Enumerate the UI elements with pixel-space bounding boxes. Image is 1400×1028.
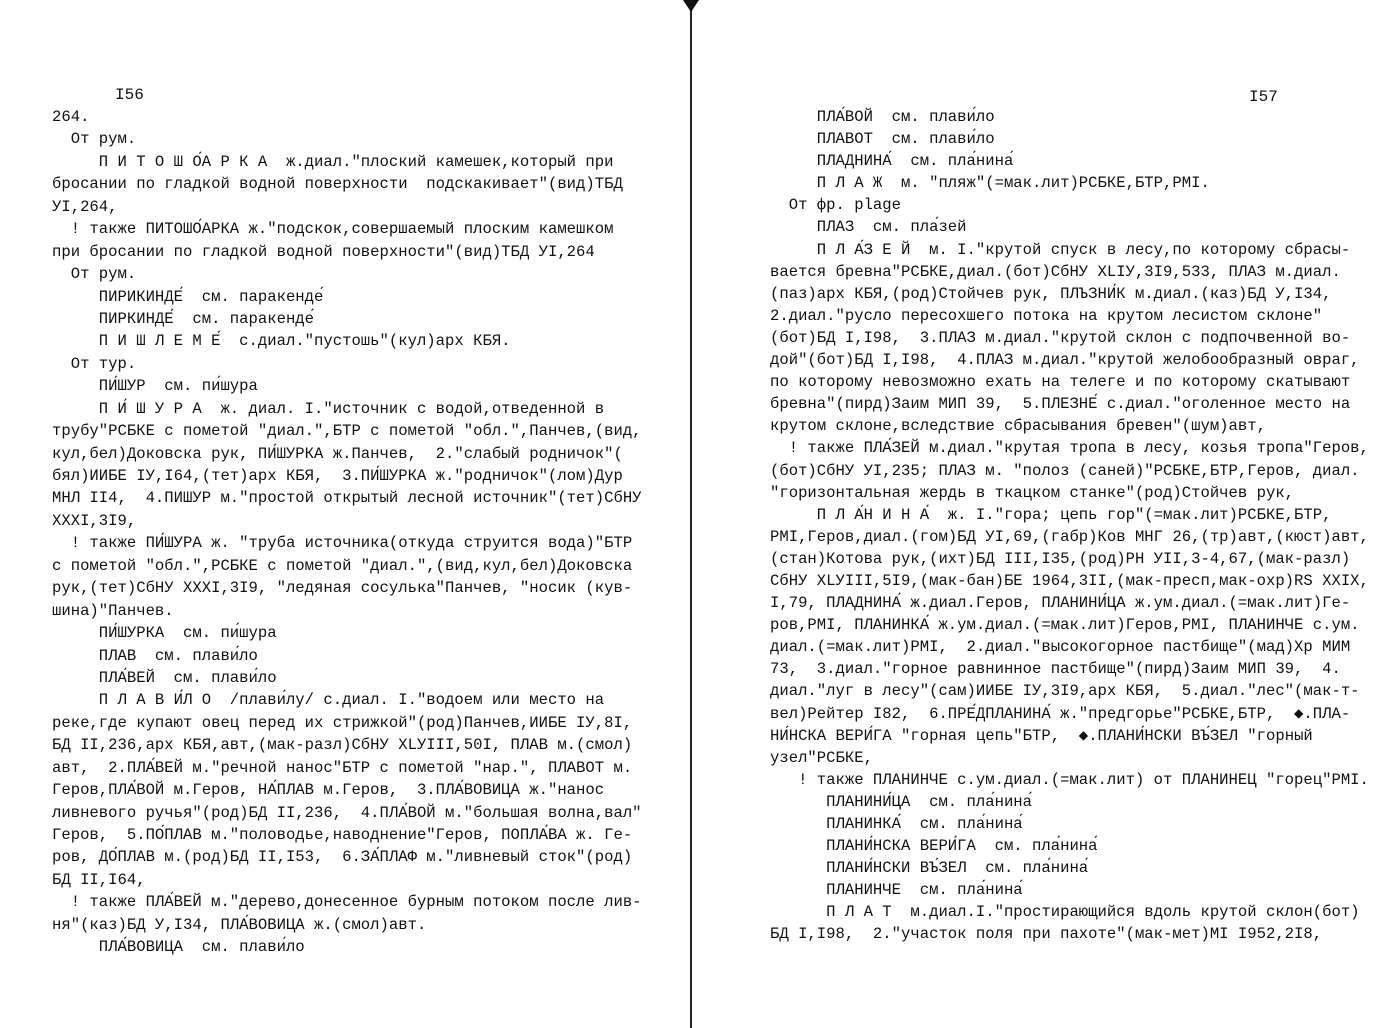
text-line: ня"(каз)БД У,I34, ПЛА́ВОВИЦА ж.(смол)авт. — [52, 915, 427, 934]
text-line: при бросании по гладкой водной поверхности"(вид)ТБД УI,264 — [52, 242, 595, 261]
text-line: УI,264, — [52, 197, 118, 216]
text-line: по которому невозможно ехать на телеге и по которому скатывают — [770, 373, 1351, 392]
text-line: ров,РМI, ПЛАНИНКА́ ж.ум.диал.(=мак.лит)Геров,РМI, ПЛАНИНЧЕ с.ум. — [770, 616, 1360, 635]
text-line: ров, ДО́ПЛАВ м.(род)БД II,I53, 6.ЗА́ПЛАФ м."ливневый сток"(род) — [52, 848, 633, 867]
text-line: авт, 2.ПЛА́ВЕЙ м."речной нанос"БТР с пометой "нар.", ПЛАВОТ м. — [52, 758, 633, 777]
text-line: ПЛАНИ́НСКА ВЕРИ́ГА см. пла́нина́ — [770, 837, 1098, 856]
text-line: П И Т О Ш О́А Р К А ж.диал."плоский камешек,который при — [52, 152, 614, 171]
text-line: ПИРИКИНДЕ́ см. паракенде́ — [52, 287, 324, 306]
text-line: П Л А́Н И Н А́ ж. I."гора; цепь гор"(=мак.лит)РСБКЕ,БТР, — [770, 505, 1332, 524]
right-page-text — [770, 106, 1370, 946]
text-line: ПИ́ШУРКА см. пи́шура — [52, 624, 277, 643]
text-line: диал."луг в лесу"(сам)ИИБЕ IУ,3I9,арх КБЯ, 5.диал."лес"(мак-т- — [770, 682, 1360, 701]
text-line: ПЛАЗ см. пла́зей — [770, 218, 967, 237]
gutter-marker-icon — [683, 0, 699, 12]
text-line: реке,где купают овец перед их стрижкой"(род)Панчев,ИИБЕ IУ,8I, — [52, 713, 633, 732]
text-line: ПЛАДНИНА́ см. пла́нина́ — [770, 152, 1014, 171]
text-line: (стан)Котова рук,(ихт)БД III,I35,(род)РН УII,3-4,67,(мак-разл) — [770, 549, 1351, 568]
text-line: бросании по гладкой водной поверхности подскакивает"(вид)ТБД — [52, 175, 623, 194]
text-line: (бот)БД I,I98, 3.ПЛАЗ м.диал."крутой склон с подпочвенной во- — [770, 328, 1351, 347]
book-gutter-divider — [690, 0, 692, 1028]
text-line: трубу"РСБКЕ с пометой "диал.",БТР с пометой "обл.",Панчев,(вид, — [52, 422, 642, 441]
page-number-right: I57 — [1249, 88, 1278, 106]
text-line: шина)"Панчев. — [52, 601, 174, 620]
text-line: (бот)СбНУ УI,235; ПЛАЗ м. "полоз (саней)"РСБКЕ,БТР,Геров, диал. — [770, 461, 1360, 480]
text-line: ! также ПЛА́ВЕЙ м."дерево,донесенное бурным потоком после лив- — [52, 893, 642, 912]
text-line: От рум. — [52, 130, 137, 149]
text-line: РМI,Геров,диал.(гом)БД УI,69,(габр)Ков МНГ 26,(тр)авт,(кюст)авт, — [770, 527, 1369, 546]
text-line: кул,бел)Доковска рук, ПИ́ШУРКА ж.Панчев, 2."слабый родничок"( — [52, 444, 623, 463]
text-line: П И́ Ш У Р А ж. диал. I."источник с водой,отведенной в — [52, 399, 605, 418]
text-line: 73, 3.диал."горное равнинное пастбище"(пирд)Заим МИП 39, 4. — [770, 660, 1341, 679]
text-line: крутом склоне,вследствие сбрасывания бревен"(шум)авт, — [770, 417, 1266, 436]
text-line: ! также ПИ́ШУРА ж. "труба источника(откуда струится вода)"БТР — [52, 534, 633, 553]
text-line: МНЛ II4, 4.ПИШУР м."простой открытый лесной источник"(тет)СбНУ — [52, 489, 642, 508]
text-line: ПЛАНИНИ́ЦА см. пла́нина́ — [770, 792, 1033, 811]
text-line: Геров,ПЛА́ВОЙ м.Геров, НА́ПЛАВ м.Геров, 3.ПЛА́ВОВИЦА ж."нанос — [52, 781, 605, 800]
page-number-left: I56 — [115, 86, 144, 104]
text-line: От фр. plage — [770, 196, 902, 215]
text-line: ! также ПИТОШО́АРКА ж."подскок,совершаемый плоским камешком — [52, 220, 614, 239]
text-line: СбНУ XLУIII,5I9,(мак-бан)БЕ 1964,3II,(мак-пресп,мак-охр)RS XXIX, — [770, 571, 1369, 590]
text-line: 2.диал."русло пересохшего потока на крутом лесистом склоне" — [770, 306, 1323, 325]
text-line: ПИ́ШУР см. пи́шура — [52, 377, 258, 396]
text-line: диал.(=мак.лит)РМI, 2.диал."высокогорное пастбище"(мад)Хр МИМ — [770, 638, 1351, 657]
text-line: БД II,236,арх КБЯ,авт,(мак-разл)СбНУ XLУIII,50I, ПЛАВ м.(смол) — [52, 736, 633, 755]
text-line: П Л А В И́Л О /плави́лу/ с.диал. I."водоем или место на — [52, 691, 605, 710]
text-line: дой"(бот)БД I,I98, 4.ПЛАЗ м.диал."крутой желобообразный овраг, — [770, 351, 1360, 370]
text-line: "горизонтальная жердь в ткацком станке"(род)Стойчев рук, — [770, 483, 1295, 502]
text-line: От рум. — [52, 265, 137, 284]
text-line: XXXI,3I9, — [52, 511, 137, 530]
text-line: П Л А Т м.диал.I."простирающийся вдоль крутой склон(бот) — [770, 903, 1360, 922]
text-line: ливневого ручья"(род)БД II,236, 4.ПЛА́ВОЙ м."большая волна,вал" — [52, 803, 642, 822]
text-line: Геров, 5.ПО́ПЛАВ м."половодье,наводнение"Геров, ПОПЛА́ВА ж. Ге- — [52, 826, 633, 844]
text-line: бял)ИИБЕ IУ,I64,(тет)арх КБЯ, 3.ПИ́ШУРКА ж."родничок"(лом)Дур — [52, 467, 623, 485]
text-line: I,79, ПЛАДНИНА́ ж.диал.Геров, ПЛАНИНИ́ЦА ж.ум.диал.(=мак.лит)Ге- — [770, 594, 1351, 613]
text-line: вел)Рейтер I82, 6.ПРЕ́ДПЛАНИНА́ ж."предгорье"РСБКЕ,БТР, ◆.ПЛА- — [770, 704, 1351, 723]
text-line: ПЛАНИНКА́ см. пла́нина́ — [770, 815, 1023, 833]
text-line: (паз)арх КБЯ,(род)Стойчев рук, ПЛЪЗНИ́К м.диал.(каз)БД У,I34, — [770, 284, 1332, 303]
text-line: ПЛА́ВОВИЦА см. плави́ло — [52, 938, 305, 957]
text-line: с пометой "обл.",РСБКЕ с пометой "диал.",(вид,кул,бел)Доковска — [52, 556, 633, 575]
text-line: НИ́НСКА ВЕРИ́ГА "горная цепь"БТР, ◆.ПЛАНИ́НСКИ ВЪ́ЗЕЛ "горный — [770, 726, 1313, 745]
text-line: бревна"(пирд)Заим МИП 39, 5.ПЛЕЗНЕ́ с.диал."оголенное место на — [770, 395, 1351, 414]
text-line: вается бревна"РСБКЕ,диал.(бот)СбНУ XLIУ,3I9,533, ПЛАЗ м.диал. — [770, 262, 1341, 281]
text-line: ПЛА́ВЕЙ см. плави́ло — [52, 668, 277, 687]
text-line: БД II,I64, — [52, 870, 146, 889]
text-line: ПЛАВ см. плави́ло — [52, 646, 258, 665]
text-line: П Л А́З Е Й м. I."крутой спуск в лесу,по которому сбрасы- — [770, 240, 1351, 259]
text-line: ПЛАНИНЧЕ см. пла́нина́ — [770, 881, 1023, 900]
text-line: П И Ш Л Е М Е́ с.диал."пустошь"(кул)арх КБЯ. — [52, 332, 511, 351]
text-line: рук,(тет)СбНУ XXXI,3I9, "ледяная сосулька"Панчев, "носик (кув- — [52, 579, 633, 598]
text-line: ! также ПЛА́ЗЕЙ м.диал."крутая тропа в лесу, козья тропа"Геров, — [770, 439, 1369, 458]
text-line: ПИРКИНДЕ́ см. паракенде́ — [52, 309, 315, 328]
text-line: БД I,I98, 2."участок поля при пахоте"(мак-мет)МI I952,2I8, — [770, 925, 1323, 944]
text-line: П Л А Ж м. "пляж"(=мак.лит)РСБКЕ,БТР,РМI. — [770, 174, 1210, 193]
text-line: ПЛАНИ́НСКИ ВЪ́ЗЕЛ см. пла́нина́ — [770, 859, 1089, 878]
text-line: узел"РСБКЕ, — [770, 748, 873, 767]
left-page-text — [52, 106, 642, 959]
text-line: ПЛА́ВОЙ см. плави́ло — [770, 108, 995, 126]
text-line: ПЛАВОТ см. плави́ло — [770, 130, 995, 149]
text-line: ! также ПЛАНИНЧЕ с.ум.диал.(=мак.лит) от ПЛАНИНЕЦ "горец"РМI. — [770, 770, 1369, 789]
text-line: 264. — [52, 108, 90, 126]
text-line: От тур. — [52, 354, 137, 373]
